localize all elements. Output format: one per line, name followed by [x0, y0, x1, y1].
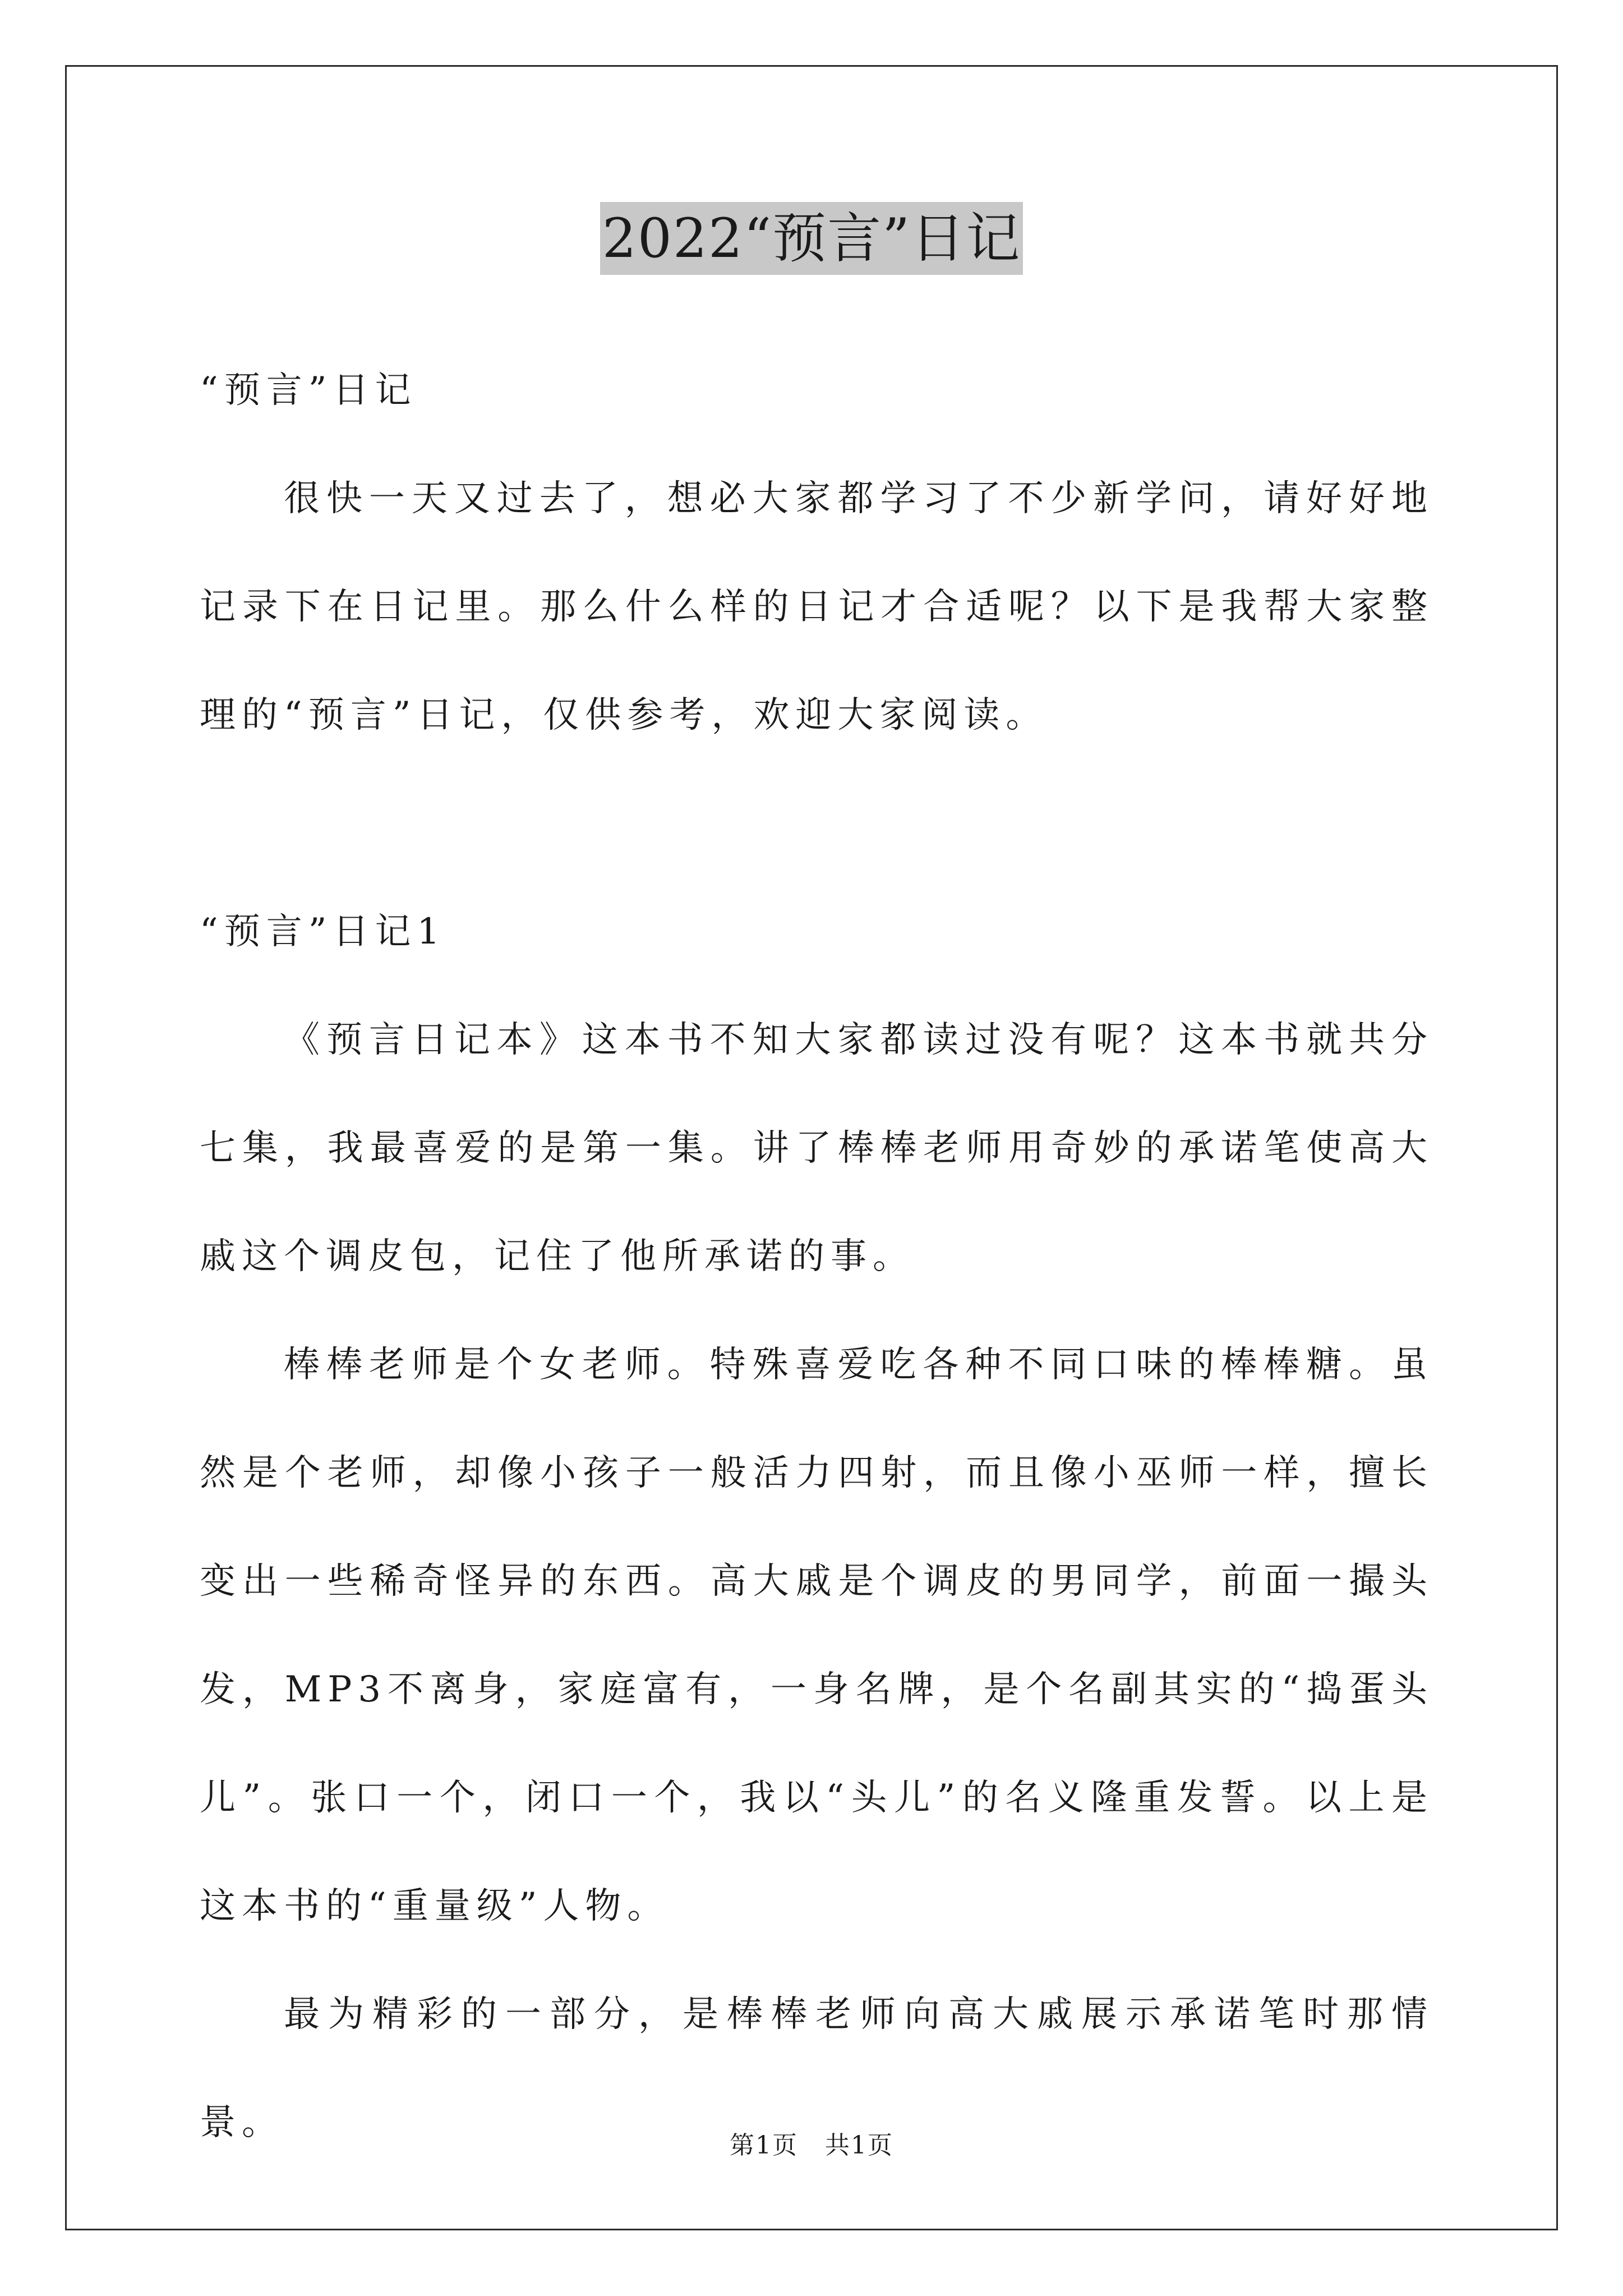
section-heading: “预言”日记1 [200, 911, 446, 953]
body-paragraph: 棒棒老师是个女老师。特殊喜爱吃各种不同口味的棒棒糖。虽然是个老师，却像小孩子一般活力四射，而且像小巫师一样，擅长变出一些稀奇怪异的东西。高大戚是个调皮的男同学，前面一撮头发，MP3不离身，家庭富有，一身名牌，是个名副其实的“捣蛋头儿”。张口一个，闭口一个，我以“头儿”的名义隆重发誓。以上是这本书的“重量级”人物。 [200, 1344, 1433, 1927]
intro-paragraph: 很快一天又过去了，想必大家都学习了不少新学问，请好好地记录下在日记里。那么什么样的日记才合适呢？以下是我帮大家整理的“预言”日记，仅供参考，欢迎大家阅读。 [200, 478, 1433, 736]
section-spacer [200, 770, 1433, 878]
title-container [0, 202, 1623, 275]
page-footer [0, 2129, 1623, 2162]
document-title: 2022“预言”日记 [600, 202, 1023, 275]
page-total: 共1页 [824, 2131, 893, 2160]
body-paragraph: 最为精彩的一部分，是棒棒老师向高大戚展示承诺笔时那情景。 [200, 1994, 1433, 2143]
body-paragraph: 《预言日记本》这本书不知大家都读过没有呢？这本书就共分七集，我最喜爱的是第一集。讲了棒棒老师用奇妙的承诺笔使高大戚这个调皮包，记住了他所承诺的事。 [200, 1019, 1433, 1277]
page-number: 第1页 [730, 2131, 799, 2160]
document-body [200, 337, 1433, 2177]
intro-heading: “预言”日记 [200, 370, 417, 411]
